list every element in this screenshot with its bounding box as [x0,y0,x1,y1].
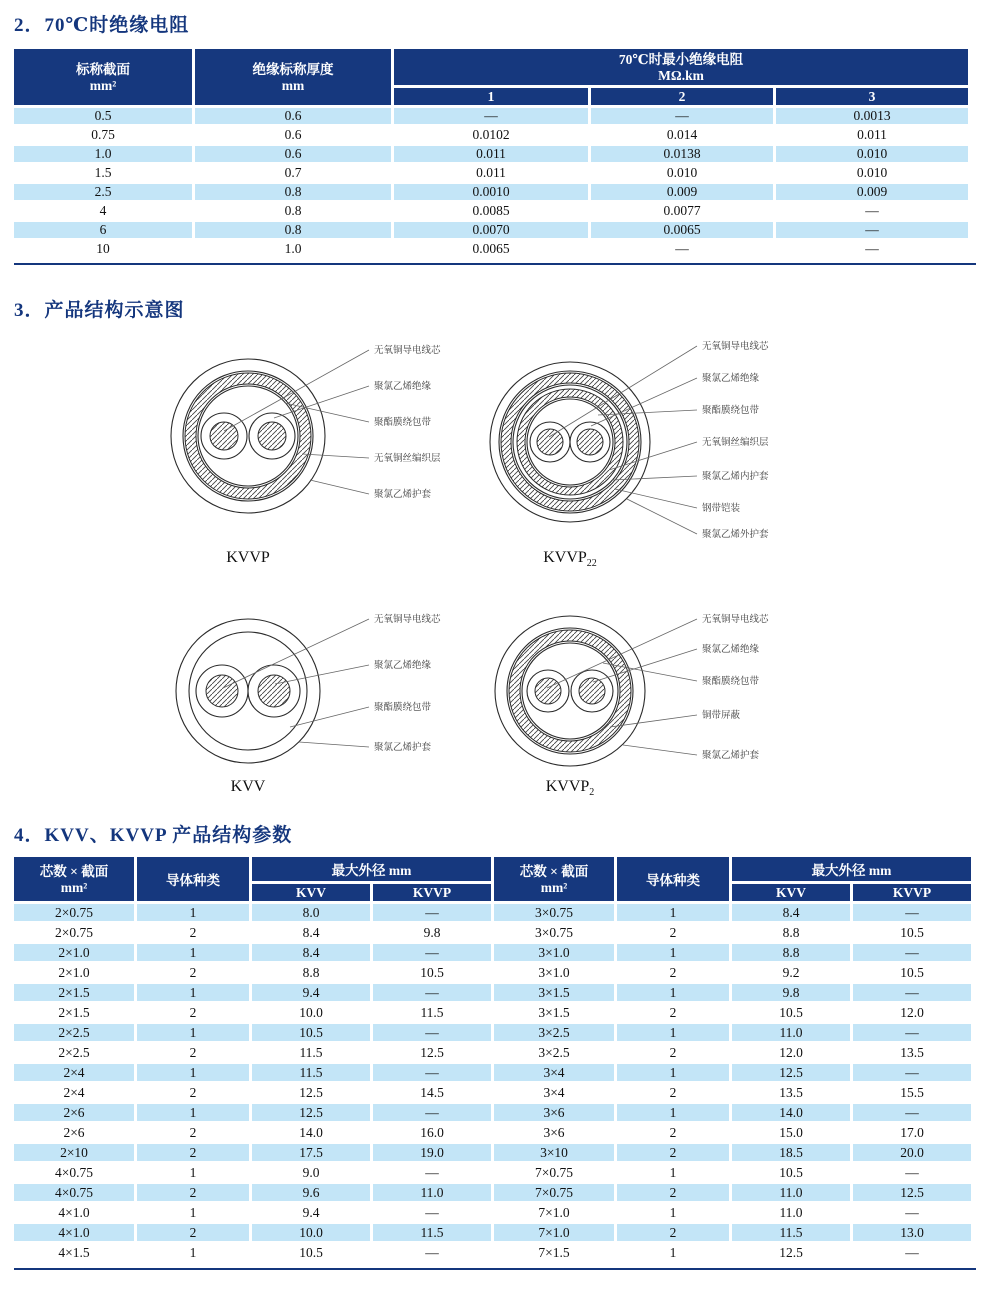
cable-cross-section [171,359,325,513]
table-cell: 12.5 [373,1044,491,1061]
structure-parameters-table [11,854,974,1264]
table-row [14,944,971,961]
table-cell: 7×0.75 [494,1184,614,1201]
core-conductor [537,429,563,455]
table-cell: 9.6 [252,1184,370,1201]
table-cell: — [853,1164,971,1181]
table-cell: 3×0.75 [494,924,614,941]
table-cell: 17.0 [853,1124,971,1141]
col-header-nominal-section [14,49,192,105]
diagram-layer-label: 无氧铜丝编织层 [702,438,769,448]
diagram-layer-label: 无氧铜导电线芯 [702,615,769,625]
subcol-header: KVVP [853,884,971,901]
header-row [14,49,968,85]
diagram-caption: KVVP [226,549,270,566]
table-row [14,904,971,921]
table-cell: 9.4 [252,1204,370,1221]
table-cell: 3×1.0 [494,944,614,961]
table-cell: — [591,108,773,124]
table-cell: 1 [137,984,249,1001]
table-cell: 2×4 [14,1084,134,1101]
table-cell: 2×1.0 [14,964,134,981]
diagram-caption: $KVVP_2$ [545,778,595,798]
table-cell: 12.0 [732,1044,850,1061]
table-cell: 12.0 [853,1004,971,1021]
header-unit: mm [281,78,305,93]
table-cell: 2×6 [14,1124,134,1141]
table-cell: 2 [617,1084,729,1101]
table-cell: 11.5 [373,1004,491,1021]
table-cell: 11.0 [732,1184,850,1201]
table-row [14,964,971,981]
table-cell: 2×1.5 [14,1004,134,1021]
table-cell: 20.0 [853,1144,971,1161]
table-cell: 8.4 [252,944,370,961]
leader-line [224,350,369,431]
table-cell: 1 [617,944,729,961]
insulation-resistance-table-body [14,108,968,257]
table-cell: 19.0 [373,1144,491,1161]
table-row [14,1184,971,1201]
table-cell: 0.0010 [394,184,588,200]
core-conductor [579,678,605,704]
table-cell: 3×4 [494,1064,614,1081]
table-row [14,1064,971,1081]
header-label: 绝缘标称厚度 [252,62,334,77]
table-cell: 0.8 [195,222,391,238]
insulation-resistance-table-header [14,49,968,105]
table-cell: 3×1.5 [494,984,614,1001]
table-row [14,127,968,143]
cable-cross-section [495,616,645,766]
table-cell: — [373,904,491,921]
table-cell: 2×0.75 [14,904,134,921]
diagram-layer-label: 无氧铜导电线芯 [374,615,441,625]
diagram-caption: KVV [230,778,266,795]
cable-structure-diagrams [162,330,976,804]
diagram-layer-label: 聚氯乙烯护套 [374,490,432,500]
table-cell: 7×1.5 [494,1244,614,1261]
table-cell: 4×0.75 [14,1164,134,1181]
col-header-conductor-type: 导体种类 [617,857,729,901]
table-cell: 1.0 [195,241,391,257]
table-cell: — [853,984,971,1001]
table-cell: 0.0102 [394,127,588,143]
table-cell: 11.5 [732,1224,850,1241]
table-cell: 9.8 [732,984,850,1001]
table-cell: 1 [137,1104,249,1121]
table-row [14,203,968,219]
diagram-layer-label: 无氧铜丝编织层 [374,454,441,464]
table-row [14,1144,971,1161]
table-cell: 2 [137,1044,249,1061]
table-cell: — [373,1164,491,1181]
table-cell: 1 [617,1164,729,1181]
table-cell: 0.6 [195,146,391,162]
table-cell: 0.8 [195,184,391,200]
table-cell: 7×0.75 [494,1164,614,1181]
table-cell: 4×1.5 [14,1244,134,1261]
table-cell: 0.0065 [394,241,588,257]
cable-diagram-kvvp2 [484,599,824,804]
table-cell: 3×10 [494,1144,614,1161]
table-cell: 2 [617,1144,729,1161]
table-cell: 2×1.0 [14,944,134,961]
table-cell: 8.4 [252,924,370,941]
table-bottom-rule [14,263,976,265]
header-label: 70℃时最小绝缘电阻 [618,52,744,67]
table-cell: 10 [14,241,192,257]
table-cell: 11.0 [732,1024,850,1041]
leader-line [302,454,369,458]
table-cell: 2 [617,1124,729,1141]
table-cell: 0.010 [591,165,773,181]
table-cell: 10.5 [732,1004,850,1021]
table-cell: 12.5 [732,1244,850,1261]
table-cell: 1 [137,1064,249,1081]
diagram-layer-label: 聚氯乙烯内护套 [702,472,769,482]
table-cell: 1 [137,944,249,961]
cable-cross-section [176,619,320,763]
table-cell: 2 [137,1144,249,1161]
table-row [14,222,968,238]
table-cell: 1 [617,904,729,921]
diagram-layer-label: 无氧铜导电线芯 [374,346,441,356]
table-cell: — [373,1244,491,1261]
table-row [14,184,968,200]
table-cell: 8.8 [732,924,850,941]
table-cell: 17.5 [252,1144,370,1161]
table-cell: 1 [137,1024,249,1041]
table-cell: 1 [137,1164,249,1181]
diagram-layer-label: 聚氯乙烯绝缘 [702,374,760,384]
table-cell: 0.009 [776,184,968,200]
table-cell: 2 [137,924,249,941]
table-cell: 4×0.75 [14,1184,134,1201]
table-cell: 2 [137,1184,249,1201]
layer-ring [507,628,633,754]
col-header-max-od: 最大外径 mm [732,857,971,881]
table-cell: 2×6 [14,1104,134,1121]
table-cell: 15.5 [853,1084,971,1101]
table-cell: 2×2.5 [14,1044,134,1061]
header-unit: mm² [540,880,568,895]
core-conductor [577,429,603,455]
diagram-layer-label: 铜带屏蔽 [702,711,741,721]
table-cell: — [776,203,968,219]
table-cell: 10.5 [252,1024,370,1041]
diagram-layer-label: 聚酯膜绕包带 [374,418,432,428]
table-cell: — [776,222,968,238]
table-cell: 3×2.5 [494,1024,614,1041]
table-cell: 0.011 [394,165,588,181]
core-conductor [258,422,286,450]
core-conductor [535,678,561,704]
table-cell: 14.0 [732,1104,850,1121]
table-row [14,1004,971,1021]
table-cell: 3×6 [494,1124,614,1141]
table-cell: 2×4 [14,1064,134,1081]
table-cell: 0.0013 [776,108,968,124]
table-cell: — [853,1064,971,1081]
table-cell: — [853,1104,971,1121]
table-cell: 0.010 [776,146,968,162]
header-unit: MΩ.km [658,68,704,83]
leader-line [290,707,369,727]
table-cell: 2×0.75 [14,924,134,941]
structure-parameters-table-body [14,904,971,1261]
col-header-min-insulation-resistance [394,49,968,85]
subcol-header: KVV [252,884,370,901]
table-cell: 0.0065 [591,222,773,238]
table-cell: 18.5 [732,1144,850,1161]
table-cell: 0.5 [14,108,192,124]
section-3-title: 3．产品结构示意图 [14,300,185,321]
table-cell: 0.0077 [591,203,773,219]
table-cell: 1 [137,1204,249,1221]
leader-line [299,742,369,747]
table-cell: 2 [137,1124,249,1141]
core-conductor [206,675,238,707]
table-cell: 16.0 [373,1124,491,1141]
table-cell: — [853,1024,971,1041]
table-cell: 13.5 [732,1084,850,1101]
table-cell: 10.5 [853,924,971,941]
table-cell: — [853,904,971,921]
table-cell: 10.5 [853,964,971,981]
header-label: 芯数 × 截面 [39,864,109,879]
table-cell: 11.5 [252,1044,370,1061]
table-cell: 7×1.0 [494,1224,614,1241]
table-cell: 3×2.5 [494,1044,614,1061]
table-cell: — [591,241,773,257]
diagram-layer-label: 聚氯乙烯护套 [374,743,432,753]
table-cell: 6 [14,222,192,238]
diagram-layer-label: 聚氯乙烯绝缘 [702,645,760,655]
col-header-cores-section [14,857,134,901]
table-bottom-rule [14,1268,976,1270]
subcol-header: 3 [776,88,968,105]
table-cell: 3×0.75 [494,904,614,921]
table-cell: 1.0 [14,146,192,162]
table-cell: 0.8 [195,203,391,219]
cable-diagram-kvvp [162,330,484,575]
table-row [14,1244,971,1261]
leader-line [627,499,697,534]
table-cell: — [373,1104,491,1121]
section-4-title: 4．KVV、KVVP 产品结构参数 [14,825,293,846]
table-row [14,1024,971,1041]
diagram-layer-label: 聚氯乙烯绝缘 [374,661,432,671]
table-cell: 2 [137,964,249,981]
table-cell: 0.011 [394,146,588,162]
table-cell: 13.5 [853,1044,971,1061]
table-cell: 2×2.5 [14,1024,134,1041]
section-2-title: 2．70℃时绝缘电阻 [14,15,190,36]
table-cell: 4×1.0 [14,1204,134,1221]
table-cell: 9.4 [252,984,370,1001]
table-cell: — [373,1064,491,1081]
table-cell: 4 [14,203,192,219]
table-cell: 4×1.0 [14,1224,134,1241]
table-cell: 8.4 [732,904,850,921]
table-row [14,1224,971,1241]
table-cell: 3×1.0 [494,964,614,981]
table-cell: 8.0 [252,904,370,921]
cable-diagram-kvv [162,599,484,804]
table-row [14,241,968,257]
core-conductor [210,422,238,450]
table-row [14,984,971,1001]
table-cell: 2 [617,1044,729,1061]
header-label: 芯数 × 截面 [519,864,589,879]
subcol-header: 1 [394,88,588,105]
table-cell: 14.0 [252,1124,370,1141]
table-cell: 1 [137,904,249,921]
cable-cross-section [490,362,650,522]
table-cell: 0.7 [195,165,391,181]
col-header-conductor-type: 导体种类 [137,857,249,901]
col-header-insulation-thickness [195,49,391,105]
table-cell: 0.009 [591,184,773,200]
table-cell: 2×10 [14,1144,134,1161]
table-cell: 0.0138 [591,146,773,162]
col-header-cores-section [494,857,614,901]
table-cell: 3×1.5 [494,1004,614,1021]
table-row [14,1124,971,1141]
table-cell: 3×6 [494,1104,614,1121]
insulation-resistance-table [11,46,971,260]
header-unit: mm² [60,880,88,895]
table-cell: 12.5 [252,1084,370,1101]
table-row [14,924,971,941]
table-cell: 2 [617,1184,729,1201]
cable-diagram-kvvp22 [484,330,824,575]
table-cell: 10.5 [373,964,491,981]
leader-line [310,480,369,494]
table-cell: 0.0085 [394,203,588,219]
diagram-layer-label: 无氧铜导电线芯 [702,342,769,352]
diagram-layer-label: 聚酯膜绕包带 [702,406,760,416]
table-cell: 0.6 [195,108,391,124]
subcol-header: KVV [732,884,850,901]
table-cell: 0.011 [776,127,968,143]
table-cell: 2 [617,964,729,981]
diagram-layer-label: 钢带铠装 [702,504,741,514]
table-row [14,165,968,181]
table-cell: — [373,1024,491,1041]
table-cell: 2.5 [14,184,192,200]
table-cell: 2 [617,924,729,941]
table-cell: 2 [617,1224,729,1241]
table-cell: — [373,984,491,1001]
table-cell: 2 [617,1004,729,1021]
table-cell: 12.5 [732,1064,850,1081]
table-row [14,1204,971,1221]
table-cell: 2 [137,1084,249,1101]
diagram-layer-label: 聚氯乙烯护套 [702,751,760,761]
table-row [14,1104,971,1121]
table-cell: 0.75 [14,127,192,143]
table-cell: 9.8 [373,924,491,941]
leader-line [623,745,697,755]
subcol-header: 2 [591,88,773,105]
table-row [14,108,968,124]
table-cell: 0.014 [591,127,773,143]
structure-parameters-table-header [14,857,971,901]
header-label: 标称截面 [76,62,130,77]
table-row [14,1044,971,1061]
diagram-layer-label: 聚氯乙烯外护套 [702,530,769,540]
table-cell: 10.5 [252,1244,370,1261]
table-cell: 1 [617,1064,729,1081]
table-cell: — [776,241,968,257]
diagram-layer-label: 聚酯膜绕包带 [374,703,432,713]
table-cell: 9.2 [732,964,850,981]
table-cell: 15.0 [732,1124,850,1141]
table-cell: 8.8 [252,964,370,981]
table-cell: 7×1.0 [494,1204,614,1221]
header-row [14,857,971,881]
table-row [14,1164,971,1181]
table-cell: 0.6 [195,127,391,143]
table-cell: 1 [617,1244,729,1261]
table-cell: 11.5 [373,1224,491,1241]
core-conductor [258,675,290,707]
table-cell: 12.5 [252,1104,370,1121]
table-cell: — [853,944,971,961]
table-cell: 0.0070 [394,222,588,238]
table-cell: 1 [617,1104,729,1121]
table-cell: 2 [137,1224,249,1241]
table-cell: — [853,1204,971,1221]
table-cell: 1 [617,1204,729,1221]
col-header-max-od: 最大外径 mm [252,857,491,881]
table-cell: 0.010 [776,165,968,181]
diagram-layer-label: 聚氯乙烯绝缘 [374,382,432,392]
table-cell: 11.0 [732,1204,850,1221]
table-cell: 3×4 [494,1084,614,1101]
table-cell: 1 [617,984,729,1001]
table-cell: — [394,108,588,124]
diagram-caption: $KVVP_{22}$ [543,549,597,569]
table-cell: 1.5 [14,165,192,181]
table-cell: 14.5 [373,1084,491,1101]
table-cell: 2×1.5 [14,984,134,1001]
table-cell: 9.0 [252,1164,370,1181]
table-cell: 2 [137,1004,249,1021]
table-cell: 11.5 [252,1064,370,1081]
table-cell: 10.0 [252,1224,370,1241]
diagram-layer-label: 聚酯膜绕包带 [702,677,760,687]
table-row [14,1084,971,1101]
table-cell: — [373,1204,491,1221]
table-cell: 10.5 [732,1164,850,1181]
table-cell: 8.8 [732,944,850,961]
header-unit: mm² [89,78,117,93]
table-cell: 1 [617,1024,729,1041]
table-cell: 13.0 [853,1224,971,1241]
table-cell: 11.0 [373,1184,491,1201]
table-cell: 12.5 [853,1184,971,1201]
table-row [14,146,968,162]
table-cell: 1 [137,1244,249,1261]
table-cell: — [853,1244,971,1261]
table-cell: 10.0 [252,1004,370,1021]
subcol-header: KVVP [373,884,491,901]
table-cell: — [373,944,491,961]
